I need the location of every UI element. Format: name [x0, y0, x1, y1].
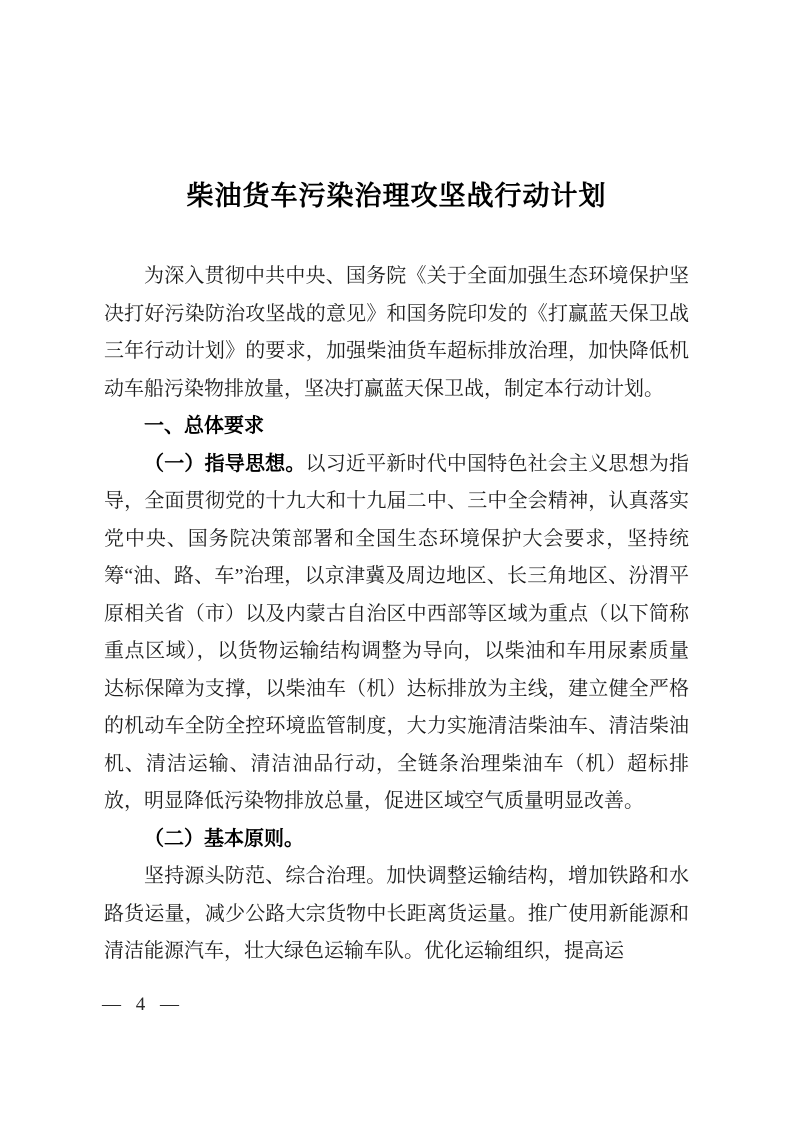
item-text-guiding-ideology: 以习近平新时代中国特色社会主义思想为指导，全面贯彻党的十九大和十九届二中、三中全会精神，认真落实党中央、国务院决策部署和全国生态环境保护大会要求，坚持统筹“油、路、车”治理，以京津冀及周边地区、长三角地区、汾渭平原相关省（市）以及内蒙古自治区中西部等区域为重点（以下简称重点区域），以货物运输结构调整为导向，以柴油和车用尿素质量达标保障为支撑，以柴油车（机）达标排放为主线，建立健全严格的机动车全防全控环境监管制度，大力实施清洁柴油车、清洁柴油机、清洁运输、清洁油品行动，全链条治理柴油车（机）超标排放，明显降低污染物排放总量，促进区域空气质量明显改善。	[104, 452, 690, 812]
section-heading-overall-requirements: 一、总体要求	[144, 415, 264, 437]
document-title: 柴油货车污染治理攻坚战行动计划	[186, 181, 607, 211]
intro-paragraph: 为深入贯彻中共中央、国务院《关于全面加强生态环境保护坚决打好污染防治攻坚战的意见》和国务院印发的《打赢蓝天保卫战三年行动计划》的要求，加强柴油货车超标排放治理，加快降低机动车船污染物排放量，坚决打赢蓝天保卫战，制定本行动计划。	[104, 265, 689, 400]
paragraph-guiding-ideology	[104, 446, 689, 821]
document-body	[104, 258, 689, 971]
item-label-basic-principles: （二）基本原则。	[144, 827, 304, 850]
paragraph-basic-principles: 坚持源头防范、综合治理。加快调整运输结构，增加铁路和水路货运量，减少公路大宗货物中长距离货运量。推广使用新能源和清洁能源汽车，壮大绿色运输车队。优化运输组织，提高运	[104, 865, 689, 962]
item-label-guiding-ideology: （一）指导思想。	[144, 452, 306, 475]
page-number: — 4 —	[102, 994, 184, 1015]
